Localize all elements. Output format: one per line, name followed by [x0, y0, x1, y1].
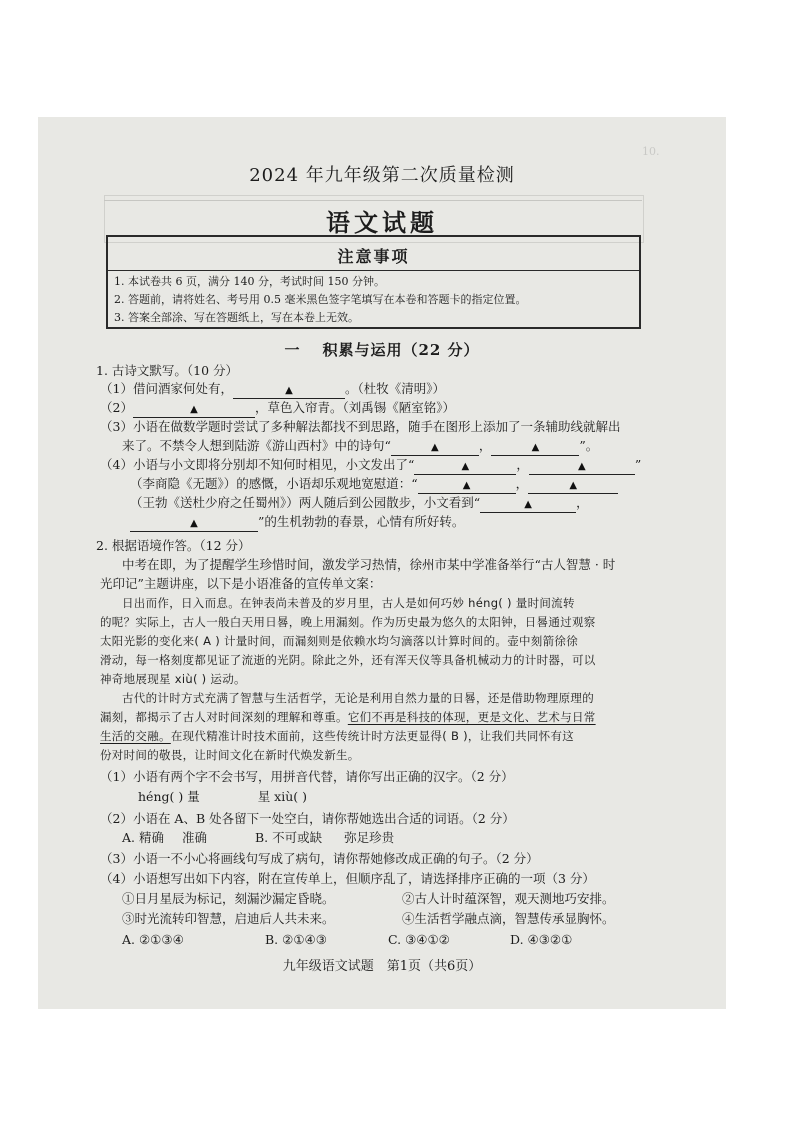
q1-sub4-text: ”的生机勃勃的春景，心情有所好转。	[258, 514, 465, 529]
q1-sub1-suffix: 。（杜牧《清明》）	[344, 381, 445, 396]
notice-title: 注意事项	[337, 247, 410, 266]
answer-blank	[491, 441, 579, 456]
q2-sub3: （3）小语一不小心将画线句写成了病句，请你帮她修改成正确的句子。（2 分）	[100, 851, 539, 866]
answer-blank	[480, 498, 576, 513]
q2-sub2: （2）小语在 A、B 处各留下一处空白，请你帮她选出合适的词语。（2 分）	[100, 811, 515, 826]
underlined-sentence: 它们不再是科技的体现，更是文化、艺术与日常	[347, 710, 596, 724]
flyer-paragraph-line: 滑动，每一格刻度都见证了流逝的光阴。除此之外，还有浑天仪等具备机械动力的计时器，可以	[100, 653, 596, 667]
flyer-text: 在现代精准计时技术面前，这些传统计时方法更显得( B )，让我们共同怀有这	[170, 729, 575, 743]
sentence-item: ③时光流转印智慧，启迪后人共未来。	[122, 911, 335, 926]
blank-marker: ▲	[190, 518, 198, 529]
answer-blank	[414, 460, 516, 475]
answer-blank	[133, 403, 255, 418]
flyer-paragraph-line: 的呢？实际上，古人一般白天用日晷，晚上用漏刻。作为历史最为悠久的太阳钟，日晷通过观察	[100, 615, 596, 629]
answer-blank	[130, 517, 258, 532]
sentence-item: ④生活哲学融点滴，智慧传承显胸怀。	[402, 911, 615, 926]
q1-sub4-quote: ”	[634, 457, 642, 472]
q1-sub3-comma: ，	[478, 438, 492, 453]
q1-sub4-line3	[130, 493, 589, 513]
q1-sub4-text: （王勃《送杜少府之任蜀州》）两人随后到公园散步，小文看到“	[130, 495, 481, 510]
choice-option: C. ③④①②	[388, 932, 450, 947]
q1-sub1-prefix: （1）借问酒家何处有，	[100, 381, 233, 396]
sentence-item: ②古人计时蕴深智，观天测地巧安排。	[402, 891, 615, 906]
option-b2: 弥足珍贵	[344, 830, 395, 845]
notice-box	[106, 235, 641, 329]
answer-blank	[391, 441, 479, 456]
choice-option: A. ②①③④	[122, 932, 184, 947]
blank-marker: ▲	[431, 442, 439, 453]
blank-marker: ▲	[285, 385, 293, 396]
option-b1: B. 不可或缺	[255, 830, 323, 845]
notice-item: 1. 本试卷共 6 页，满分 140 分，考试时间 150 分钟。	[114, 275, 385, 288]
header-divider	[104, 200, 642, 201]
blank-marker: ▲	[524, 499, 532, 510]
page-footer: 九年级语文试题 第1页（共6页）	[282, 959, 482, 974]
q1-sub3-line1: （3）小语在做数学题时尝试了多种解法都找不到思路，随手在图形上添加了一条辅助线就解出	[100, 419, 621, 434]
exam-title: 2024 年九年级第二次质量检测	[249, 165, 515, 186]
notice-divider	[108, 270, 639, 271]
subject-title: 语文试题	[326, 208, 438, 237]
flyer-paragraph-line	[100, 726, 574, 746]
blank-marker: ▲	[569, 480, 578, 491]
section-heading	[38, 339, 726, 360]
q1-sub2-prefix: （2）	[100, 400, 133, 415]
flyer-paragraph-line: 古代的计时方式充满了智慧与生活哲学，无论是利用自然力量的日晷，还是借助物理原理的	[122, 691, 594, 705]
q2-intro-line: 中考在即，为了提醒学生珍惜时间，激发学习热情，徐州市某中学准备举行“古人智慧 · 时	[122, 557, 616, 572]
answer-slot-xiu: 星 xiù( )	[257, 789, 308, 804]
flyer-text: 漏刻，都揭示了古人对时间深刻的理解和尊重。	[100, 710, 348, 724]
notice-item: 2. 答题前，请将姓名、考号用 0.5 毫米黑色签字笔填写在本卷和答题卡的指定位置。	[114, 293, 527, 306]
question-1-stem: 1. 古诗文默写。（10 分）	[96, 363, 239, 378]
q2-sub4: （4）小语想写出如下内容，附在宣传单上，但顺序乱了，请选择排序正确的一项（3 分）	[100, 871, 595, 886]
q1-sub4-line1	[100, 455, 641, 475]
sentence-item: ①日月星辰为标记，刻漏沙漏定昏晓。	[122, 891, 335, 906]
answer-blank	[418, 479, 516, 494]
q1-sub4-text: （李商隐《无题》）的感慨，小语却乐观地宽慰道：“	[130, 476, 418, 491]
exam-paper-photo	[38, 117, 726, 1009]
blank-marker: ▲	[461, 461, 470, 472]
q1-sub4-comma: ，	[516, 457, 529, 472]
section-title: 积累与运用（22 分）	[322, 341, 480, 359]
answer-slot-heng: héng( ) 量	[138, 789, 200, 804]
notice-item: 3. 答案全部涂、写在答题纸上，写在本卷上无效。	[114, 311, 359, 324]
choice-option: D. ④③②①	[510, 932, 573, 947]
answer-blank	[233, 384, 345, 399]
q1-sub4-comma: ，	[576, 495, 589, 510]
q1-sub4-comma: ，	[515, 476, 529, 491]
section-number: 一	[284, 341, 301, 359]
q1-sub3-line2	[122, 436, 598, 456]
question-2-stem: 2. 根据语境作答。（12 分）	[96, 538, 251, 553]
choice-option: B. ②①④③	[265, 932, 327, 947]
q2-sub1: （1）小语有两个字不会书写，用拼音代替，请你写出正确的汉字。（2 分）	[100, 769, 514, 784]
blank-marker: ▲	[531, 442, 540, 453]
answer-blank	[529, 460, 635, 475]
blank-marker: ▲	[190, 404, 198, 415]
blank-marker: ▲	[578, 461, 586, 472]
flyer-paragraph-line: 神奇地展现星 xiù( ) 运动。	[100, 672, 246, 686]
option-a1: A. 精确	[122, 830, 164, 845]
q1-sub4-line4	[130, 512, 464, 532]
flyer-paragraph-line: 日出而作，日入而息。在钟表尚未普及的岁月里，古人是如何巧妙 héng( ) 量时间流转	[122, 596, 575, 610]
q1-sub3-text: 来了。不禁令人想到陆游《游山西村》中的诗句“	[122, 438, 391, 453]
q1-sub2	[100, 398, 455, 418]
q1-sub4-line2	[130, 474, 618, 494]
q2-sub2-options	[122, 828, 394, 848]
answer-blank	[528, 479, 618, 494]
q1-sub2-suffix: ，草色入帘青。（刘禹锡《陋室铭》）	[254, 400, 455, 415]
blank-marker: ▲	[462, 480, 471, 491]
q1-sub4-text: （4）小语与小文即将分别却不知何时相见，小文发出了“	[100, 457, 415, 472]
q2-sub1-answers	[138, 787, 307, 807]
underlined-sentence: 生活的交融。	[100, 729, 171, 743]
q1-sub3-end: ”。	[579, 438, 599, 453]
q2-intro-line: 光印记”主题讲座，以下是小语准备的宣传单文案：	[100, 576, 382, 591]
q1-sub1	[100, 379, 445, 399]
bleed-through-mark: 10.	[642, 145, 660, 158]
flyer-paragraph-line	[100, 707, 596, 727]
flyer-paragraph-line: 太阳光影的变化来( A ) 计量时间，而漏刻则是依赖水均匀滴落以计算时间的。壶中刻箭徐徐	[100, 634, 579, 648]
option-a2: 准确	[181, 830, 207, 845]
flyer-paragraph-line: 份对时间的敬畏，让时间文化在新时代焕发新生。	[100, 748, 360, 762]
